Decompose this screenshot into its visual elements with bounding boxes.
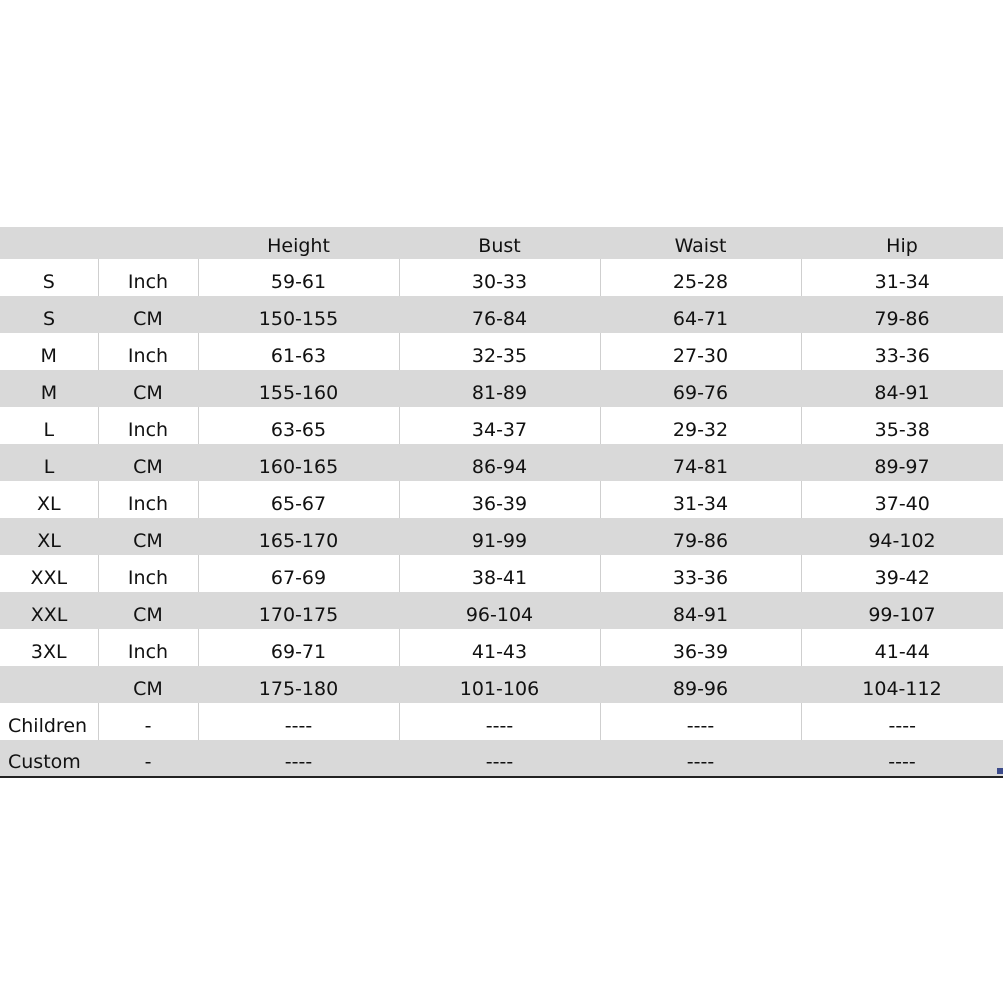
hip-cell: 104-112	[801, 666, 1003, 703]
unit-cell: CM	[98, 370, 198, 407]
hip-cell: 79-86	[801, 296, 1003, 333]
waist-cell: 84-91	[600, 592, 801, 629]
table-row	[0, 296, 1003, 333]
bust-cell: ----	[399, 740, 600, 777]
table-row	[0, 259, 1003, 296]
height-cell: 63-65	[198, 407, 399, 444]
table-row	[0, 555, 1003, 592]
height-cell: 67-69	[198, 555, 399, 592]
bust-cell: 30-33	[399, 259, 600, 296]
table-row	[0, 444, 1003, 481]
hip-cell: 35-38	[801, 407, 1003, 444]
table-row	[0, 740, 1003, 777]
bust-cell: ----	[399, 703, 600, 740]
header-cell-size	[0, 227, 98, 259]
table-row	[0, 333, 1003, 370]
unit-cell: Inch	[98, 629, 198, 666]
hip-cell: 99-107	[801, 592, 1003, 629]
table-row	[0, 518, 1003, 555]
waist-cell: 31-34	[600, 481, 801, 518]
unit-cell: Inch	[98, 259, 198, 296]
unit-cell: Inch	[98, 333, 198, 370]
unit-cell: CM	[98, 296, 198, 333]
waist-cell: 89-96	[600, 666, 801, 703]
unit-cell: Inch	[98, 407, 198, 444]
waist-cell: 29-32	[600, 407, 801, 444]
height-cell: 155-160	[198, 370, 399, 407]
header-hip: Hip	[801, 227, 1003, 259]
hip-cell: 94-102	[801, 518, 1003, 555]
height-cell: 160-165	[198, 444, 399, 481]
height-cell: 69-71	[198, 629, 399, 666]
size-cell: S	[42, 271, 55, 293]
table-header-row	[0, 227, 1003, 259]
bust-cell: 81-89	[399, 370, 600, 407]
unit-cell: -	[98, 703, 198, 740]
table-row	[0, 666, 1003, 703]
size-cell	[0, 666, 98, 703]
waist-cell: 33-36	[600, 555, 801, 592]
bust-cell: 32-35	[399, 333, 600, 370]
table-row	[0, 703, 1003, 740]
size-cell: M	[0, 370, 98, 407]
bust-cell: 38-41	[399, 555, 600, 592]
size-cell: L	[43, 419, 55, 441]
hip-cell: ----	[801, 703, 1003, 740]
hip-cell: 31-34	[801, 259, 1003, 296]
header-bust: Bust	[399, 227, 600, 259]
hip-cell: 33-36	[801, 333, 1003, 370]
waist-cell: 79-86	[600, 518, 801, 555]
unit-cell: CM	[98, 444, 198, 481]
waist-cell: 25-28	[600, 259, 801, 296]
table-row	[0, 481, 1003, 518]
bust-cell: 91-99	[399, 518, 600, 555]
bust-cell: 76-84	[399, 296, 600, 333]
table-row	[0, 592, 1003, 629]
corner-marker	[997, 768, 1003, 774]
hip-cell: 89-97	[801, 444, 1003, 481]
bust-cell: 96-104	[399, 592, 600, 629]
header-height: Height	[198, 227, 399, 259]
table-row	[0, 629, 1003, 666]
waist-cell: 69-76	[600, 370, 801, 407]
height-cell: 150-155	[198, 296, 399, 333]
hip-cell: 37-40	[801, 481, 1003, 518]
bust-cell: 34-37	[399, 407, 600, 444]
unit-cell: CM	[98, 666, 198, 703]
waist-cell: ----	[600, 740, 801, 777]
size-cell: M	[40, 345, 57, 367]
size-cell: Custom	[0, 740, 98, 777]
size-cell: XXL	[0, 592, 98, 629]
size-cell: L	[0, 444, 98, 481]
unit-cell: Inch	[98, 481, 198, 518]
size-cell: 3XL	[30, 641, 67, 663]
hip-cell: ----	[801, 740, 1003, 777]
height-cell: ----	[198, 740, 399, 777]
waist-cell: 64-71	[600, 296, 801, 333]
bust-cell: 101-106	[399, 666, 600, 703]
size-cell: S	[0, 296, 98, 333]
size-cell: XL	[36, 493, 61, 515]
header-waist: Waist	[600, 227, 801, 259]
header-cell-unit	[98, 227, 198, 259]
hip-cell: 84-91	[801, 370, 1003, 407]
height-cell: 59-61	[198, 259, 399, 296]
bust-cell: 41-43	[399, 629, 600, 666]
height-cell: 175-180	[198, 666, 399, 703]
size-cell: Children	[8, 715, 88, 737]
table-row	[0, 370, 1003, 407]
bust-cell: 36-39	[399, 481, 600, 518]
unit-cell: CM	[98, 518, 198, 555]
waist-cell: 36-39	[600, 629, 801, 666]
size-cell: XXL	[30, 567, 68, 589]
bust-cell: 86-94	[399, 444, 600, 481]
table-row	[0, 407, 1003, 444]
waist-cell: ----	[600, 703, 801, 740]
hip-cell: 41-44	[801, 629, 1003, 666]
unit-cell: Inch	[98, 555, 198, 592]
height-cell: ----	[198, 703, 399, 740]
size-cell: XL	[0, 518, 98, 555]
height-cell: 165-170	[198, 518, 399, 555]
waist-cell: 74-81	[600, 444, 801, 481]
height-cell: 61-63	[198, 333, 399, 370]
size-chart-table	[0, 227, 1003, 778]
waist-cell: 27-30	[600, 333, 801, 370]
height-cell: 65-67	[198, 481, 399, 518]
unit-cell: -	[98, 740, 198, 777]
height-cell: 170-175	[198, 592, 399, 629]
hip-cell: 39-42	[801, 555, 1003, 592]
unit-cell: CM	[98, 592, 198, 629]
